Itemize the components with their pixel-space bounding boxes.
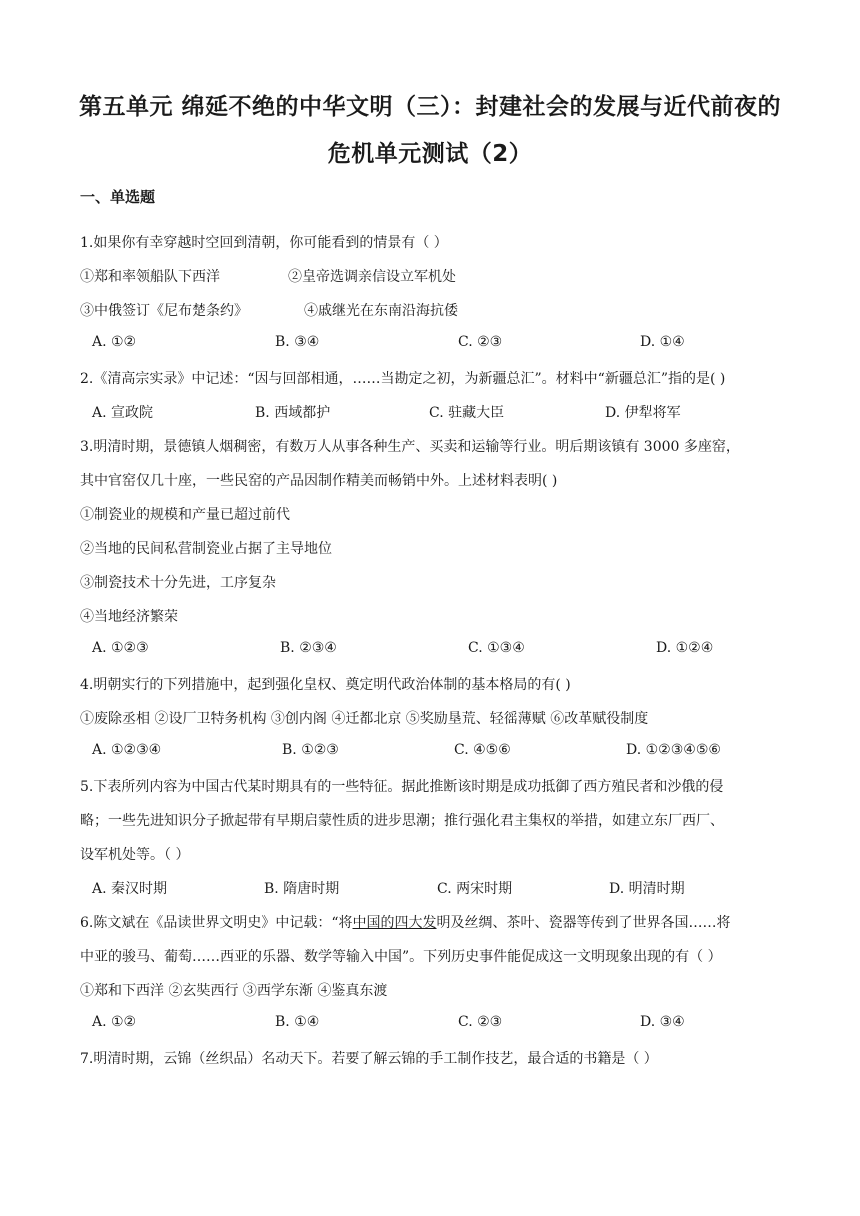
question-3-line-2: 其中官窑仅几十座，一些民窑的产品因制作精美而畅销中外。上述材料表明( ) xyxy=(80,473,558,489)
question-6-line-1-end: 明及丝绸、茶叶、瓷器等传到了世界各国……将 xyxy=(436,915,731,931)
question-6-option-c[interactable]: C. ②③ xyxy=(458,1014,503,1030)
question-6-options xyxy=(92,1014,780,1036)
question-1-stem: 1.如果你有幸穿越时空回到清朝，你可能看到的情景有（ ） xyxy=(80,235,448,251)
question-1-option-a[interactable]: A. ①② xyxy=(92,334,137,350)
question-2-option-a[interactable]: A. 宣政院 xyxy=(92,405,154,421)
question-3-option-a[interactable]: A. ①②③ xyxy=(92,640,149,656)
question-7-stem: 7.明清时期，云锦（丝织品）名动天下。若要了解云锦的手工制作技艺，最合适的书籍是（ ） xyxy=(80,1051,658,1067)
question-4-stem: 4.明朝实行的下列措施中，起到强化皇权、奠定明代政治体制的基本格局的有( ) xyxy=(80,677,571,693)
question-4-options xyxy=(92,742,780,764)
question-5-line-3: 设军机处等。（ ） xyxy=(80,847,190,863)
question-3-option-b[interactable]: B. ②③④ xyxy=(280,640,337,656)
page-title-line1: 第五单元 绵延不绝的中华文明（三）：封建社会的发展与近代前夜的 xyxy=(78,94,781,120)
question-6-underlined-text: 中国的四大发 xyxy=(352,915,437,931)
question-1-item-4: ④戚继光在东南沿海抗倭 xyxy=(304,303,458,319)
question-6-line-1 xyxy=(80,912,731,932)
question-5-option-c[interactable]: C. 两宋时期 xyxy=(437,881,513,897)
question-2-option-c[interactable]: C. 驻藏大臣 xyxy=(429,405,505,421)
question-3-item-2: ②当地的民间私营制瓷业占据了主导地位 xyxy=(80,541,332,557)
question-6-option-b[interactable]: B. ①④ xyxy=(275,1014,320,1030)
question-5-line-2: 略；一些先进知识分子掀起带有早期启蒙性质的进步思潮；推行强化君主集权的举措，如建立东厂西厂、 xyxy=(80,813,724,829)
question-3-item-4: ④当地经济繁荣 xyxy=(80,609,178,625)
question-3-option-d[interactable]: D. ①②④ xyxy=(656,640,714,656)
question-1-options xyxy=(92,334,780,356)
question-1-item-1: ①郑和率领船队下西洋 xyxy=(80,269,220,285)
section-heading: 一、单选题 xyxy=(80,188,156,206)
question-5-option-d[interactable]: D. 明清时期 xyxy=(609,881,685,897)
question-2-options xyxy=(92,402,780,424)
question-4-option-d[interactable]: D. ①②③④⑤⑥ xyxy=(626,742,721,758)
question-2-stem: 2.《清高宗实录》中记述：“因与回部相通，……当勘定之初，为新疆总汇”。材料中“新疆总汇”指的是( ) xyxy=(80,371,726,387)
question-5-line-1: 5.下表所列内容为中国古代某时期具有的一些特征。据此推断该时期是成功抵御了西方殖民者和沙俄的侵 xyxy=(80,779,724,795)
question-5-option-a[interactable]: A. 秦汉时期 xyxy=(92,881,168,897)
question-2-option-d[interactable]: D. 伊犁将军 xyxy=(605,405,681,421)
question-4-option-a[interactable]: A. ①②③④ xyxy=(92,742,162,758)
question-3-line-1: 3.明清时期，景德镇人烟稠密，有数万人从事各种生产、买卖和运输等行业。明后期该镇有 3000 多座窑， xyxy=(80,439,740,455)
question-6-items: ①郑和下西洋 ②玄奘西行 ③西学东渐 ④鉴真东渡 xyxy=(80,983,388,999)
question-6-line-2: 中亚的骏马、葡萄……西亚的乐器、数学等输入中国”。下列历史事件能促成这一文明现象出现的有（ ） xyxy=(80,949,722,965)
question-6-line-1-start: 6.陈文斌在《品读世界文明史》中记载：“将 xyxy=(80,915,353,931)
question-1-item-3: ③中俄签订《尼布楚条约》 xyxy=(80,303,248,319)
question-3-item-3: ③制瓷技术十分先进，工序复杂 xyxy=(80,575,276,591)
question-4-option-b[interactable]: B. ①②③ xyxy=(282,742,339,758)
question-6-option-a[interactable]: A. ①② xyxy=(92,1014,137,1030)
question-4-items: ①废除丞相 ②设厂卫特务机构 ③创内阁 ④迁都北京 ⑤奖励垦荒、轻徭薄赋 ⑥改革赋役制度 xyxy=(80,711,649,727)
question-4-option-c[interactable]: C. ④⑤⑥ xyxy=(454,742,511,758)
question-1-option-c[interactable]: C. ②③ xyxy=(458,334,503,350)
question-3-option-c[interactable]: C. ①③④ xyxy=(468,640,525,656)
question-1-option-d[interactable]: D. ①④ xyxy=(640,334,685,350)
question-5-option-b[interactable]: B. 隋唐时期 xyxy=(264,881,340,897)
question-1-option-b[interactable]: B. ③④ xyxy=(275,334,320,350)
page-title-line2: 危机单元测试（2） xyxy=(327,141,533,167)
question-2-option-b[interactable]: B. 西域都护 xyxy=(255,405,331,421)
question-5-options xyxy=(92,878,780,900)
question-6-option-d[interactable]: D. ③④ xyxy=(640,1014,685,1030)
question-3-options xyxy=(92,640,780,662)
question-3-item-1: ①制瓷业的规模和产量已超过前代 xyxy=(80,507,290,523)
question-1-item-2: ②皇帝选调亲信设立军机处 xyxy=(288,269,456,285)
